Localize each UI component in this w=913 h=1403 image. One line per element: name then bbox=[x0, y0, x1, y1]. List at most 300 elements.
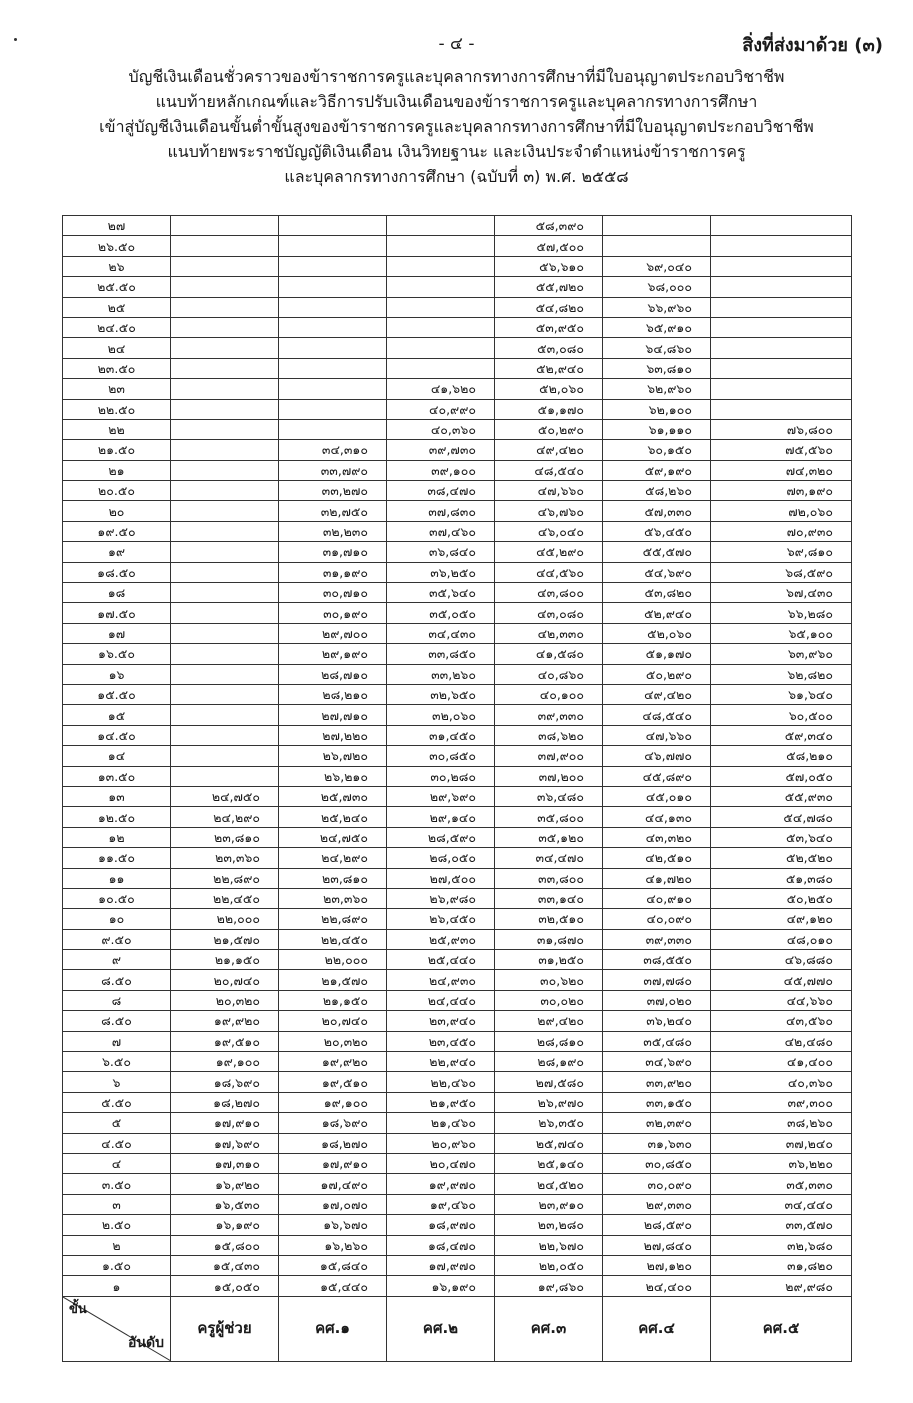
table-row bbox=[63, 1113, 852, 1133]
salary-cell bbox=[171, 684, 279, 704]
step-cell: ๘.๕๐ bbox=[63, 970, 171, 990]
salary-cell: ๓๖,๒๒๐ bbox=[711, 1153, 852, 1173]
salary-cell: ๒๓,๔๕๐ bbox=[387, 1031, 495, 1051]
salary-cell bbox=[171, 603, 279, 623]
table-row bbox=[63, 766, 852, 786]
salary-cell: ๓๐,๖๒๐ bbox=[495, 970, 603, 990]
salary-cell: ๔๒,๓๓๐ bbox=[495, 623, 603, 643]
salary-cell: ๒๕,๔๔๐ bbox=[387, 950, 495, 970]
salary-cell: ๓๒,๖๕๐ bbox=[387, 684, 495, 704]
table-row bbox=[63, 725, 852, 745]
table-row bbox=[63, 664, 852, 684]
table-row bbox=[63, 419, 852, 439]
salary-cell bbox=[711, 317, 852, 337]
step-cell: ๒๖ bbox=[63, 256, 171, 276]
salary-cell: ๔๘,๕๔๐ bbox=[603, 705, 711, 725]
table-row bbox=[63, 848, 852, 868]
step-cell: ๑๓ bbox=[63, 786, 171, 806]
salary-cell: ๓๔,๖๙๐ bbox=[603, 1052, 711, 1072]
step-cell: ๔ bbox=[63, 1153, 171, 1173]
step-cell: ๒๔ bbox=[63, 338, 171, 358]
salary-cell: ๗๓,๑๙๐ bbox=[711, 481, 852, 501]
salary-cell: ๔๙,๑๒๐ bbox=[711, 909, 852, 929]
step-cell: ๖.๕๐ bbox=[63, 1052, 171, 1072]
salary-cell bbox=[171, 419, 279, 439]
step-cell: ๒๖.๕๐ bbox=[63, 236, 171, 256]
table-row bbox=[63, 297, 852, 317]
salary-cell: ๒๘,๗๑๐ bbox=[279, 664, 387, 684]
salary-cell: ๒๗,๒๒๐ bbox=[279, 725, 387, 745]
salary-cell: ๓๑,๑๙๐ bbox=[279, 562, 387, 582]
salary-cell: ๓๔,๔๓๐ bbox=[387, 623, 495, 643]
salary-cell: ๑๕,๐๕๐ bbox=[171, 1276, 279, 1296]
salary-cell: ๑๕,๔๓๐ bbox=[171, 1255, 279, 1275]
column-header: คศ.๔ bbox=[603, 1296, 711, 1361]
step-cell: ๑๑ bbox=[63, 868, 171, 888]
salary-cell: ๒๙,๑๔๐ bbox=[387, 807, 495, 827]
step-cell: ๑.๕๐ bbox=[63, 1255, 171, 1275]
salary-cell bbox=[279, 399, 387, 419]
salary-cell: ๑๙,๑๐๐ bbox=[171, 1052, 279, 1072]
table-row bbox=[63, 1031, 852, 1051]
salary-cell bbox=[171, 521, 279, 541]
table-row bbox=[63, 623, 852, 643]
salary-cell: ๑๗,๙๑๐ bbox=[279, 1153, 387, 1173]
salary-cell: ๑๙,๔๖๐ bbox=[387, 1194, 495, 1214]
table-row bbox=[63, 521, 852, 541]
salary-cell: ๓๖,๘๔๐ bbox=[387, 542, 495, 562]
salary-cell: ๒๐,๗๔๐ bbox=[279, 1011, 387, 1031]
salary-cell: ๑๙,๑๐๐ bbox=[279, 1092, 387, 1112]
salary-cell: ๑๕,๘๔๐ bbox=[279, 1255, 387, 1275]
salary-cell: ๓๓,๑๕๐ bbox=[603, 1092, 711, 1112]
salary-cell bbox=[387, 338, 495, 358]
salary-cell: ๓๘,๒๖๐ bbox=[711, 1113, 852, 1133]
step-cell: ๑๗ bbox=[63, 623, 171, 643]
salary-cell bbox=[387, 277, 495, 297]
salary-cell: ๒๐,๗๔๐ bbox=[171, 970, 279, 990]
salary-cell bbox=[279, 216, 387, 236]
salary-cell: ๒๑,๑๕๐ bbox=[279, 990, 387, 1010]
salary-cell: ๑๘,๙๗๐ bbox=[387, 1215, 495, 1235]
salary-cell: ๒๔,๙๓๐ bbox=[387, 970, 495, 990]
table-row bbox=[63, 970, 852, 990]
salary-cell: ๔๖,๘๘๐ bbox=[711, 950, 852, 970]
table-row bbox=[63, 562, 852, 582]
table-row bbox=[63, 950, 852, 970]
table-row bbox=[63, 807, 852, 827]
salary-cell bbox=[171, 338, 279, 358]
table-row bbox=[63, 603, 852, 623]
salary-cell bbox=[603, 236, 711, 256]
salary-cell: ๑๖,๑๙๐ bbox=[171, 1215, 279, 1235]
salary-cell: ๓๒,๖๘๐ bbox=[711, 1235, 852, 1255]
salary-cell: ๓๒,๒๓๐ bbox=[279, 521, 387, 541]
salary-cell: ๔๔,๑๓๐ bbox=[603, 807, 711, 827]
salary-cell bbox=[171, 256, 279, 276]
salary-cell: ๑๕,๘๐๐ bbox=[171, 1235, 279, 1255]
step-cell: ๑๕.๕๐ bbox=[63, 684, 171, 704]
salary-cell: ๔๘,๕๔๐ bbox=[495, 460, 603, 480]
salary-cell: ๑๘,๖๙๐ bbox=[279, 1113, 387, 1133]
salary-cell: ๒๙,๑๙๐ bbox=[279, 644, 387, 664]
salary-cell: ๒๘,๕๙๐ bbox=[603, 1215, 711, 1235]
salary-cell: ๔๐,๙๙๐ bbox=[387, 399, 495, 419]
table-header-row bbox=[63, 1296, 852, 1361]
salary-cell: ๒๘,๕๙๐ bbox=[387, 827, 495, 847]
step-cell: ๑๙.๕๐ bbox=[63, 521, 171, 541]
salary-cell: ๗๕,๕๖๐ bbox=[711, 440, 852, 460]
step-cell: ๒๒.๕๐ bbox=[63, 399, 171, 419]
salary-cell: ๖๑,๑๑๐ bbox=[603, 419, 711, 439]
step-cell: ๗ bbox=[63, 1031, 171, 1051]
salary-cell: ๒๐,๙๖๐ bbox=[387, 1133, 495, 1153]
salary-cell bbox=[171, 399, 279, 419]
salary-cell: ๒๗,๗๑๐ bbox=[279, 705, 387, 725]
salary-cell: ๓๐,๑๙๐ bbox=[279, 603, 387, 623]
salary-cell: ๓๖,๒๔๐ bbox=[603, 1011, 711, 1031]
column-header: คศ.๓ bbox=[495, 1296, 603, 1361]
table-row bbox=[63, 542, 852, 562]
salary-cell: ๕๗,๕๐๐ bbox=[495, 236, 603, 256]
salary-cell: ๓๐,๘๕๐ bbox=[387, 746, 495, 766]
step-cell: ๔.๕๐ bbox=[63, 1133, 171, 1153]
salary-cell: ๕๑,๑๗๐ bbox=[495, 399, 603, 419]
table-row bbox=[63, 440, 852, 460]
salary-cell: ๕๒,๙๔๐ bbox=[603, 603, 711, 623]
salary-cell: ๓๒,๐๖๐ bbox=[387, 705, 495, 725]
salary-cell: ๒๘,๑๙๐ bbox=[495, 1052, 603, 1072]
salary-cell: ๔๖,๗๖๐ bbox=[495, 501, 603, 521]
salary-cell: ๖๒,๑๐๐ bbox=[603, 399, 711, 419]
salary-cell: ๒๔,๕๒๐ bbox=[495, 1174, 603, 1194]
salary-cell: ๓๕,๐๕๐ bbox=[387, 603, 495, 623]
step-cell: ๑๗.๕๐ bbox=[63, 603, 171, 623]
salary-cell: ๕๖,๖๑๐ bbox=[495, 256, 603, 276]
salary-cell: ๑๗,๓๑๐ bbox=[171, 1153, 279, 1173]
table-row bbox=[63, 338, 852, 358]
step-cell: ๙.๕๐ bbox=[63, 929, 171, 949]
title-line: บัญชีเงินเดือนชั่วคราวของข้าราชการครูและบุคลากรทางการศึกษาที่มีใบอนุญาตประกอบวิชาชีพ bbox=[128, 67, 785, 86]
salary-cell: ๒๔,๗๕๐ bbox=[279, 827, 387, 847]
salary-cell: ๑๘,๒๗๐ bbox=[279, 1133, 387, 1153]
salary-cell: ๕๑,๓๘๐ bbox=[711, 868, 852, 888]
salary-cell: ๒๕,๙๓๐ bbox=[387, 929, 495, 949]
table-row bbox=[63, 1255, 852, 1275]
salary-cell bbox=[279, 419, 387, 439]
salary-cell: ๒๓,๒๘๐ bbox=[495, 1215, 603, 1235]
salary-cell: ๒๕,๒๔๐ bbox=[279, 807, 387, 827]
salary-cell: ๔๙,๔๒๐ bbox=[603, 684, 711, 704]
salary-cell: ๓๙,๗๓๐ bbox=[387, 440, 495, 460]
salary-cell: ๒๖,๗๒๐ bbox=[279, 746, 387, 766]
salary-cell: ๕๘,๒๖๐ bbox=[603, 481, 711, 501]
salary-cell: ๒๕,๗๔๐ bbox=[495, 1133, 603, 1153]
step-cell: ๑๙ bbox=[63, 542, 171, 562]
salary-cell: ๕๓,๙๕๐ bbox=[495, 317, 603, 337]
step-cell: ๒๐ bbox=[63, 501, 171, 521]
salary-cell bbox=[279, 256, 387, 276]
table-row bbox=[63, 888, 852, 908]
table-row bbox=[63, 705, 852, 725]
salary-cell: ๕๕,๙๓๐ bbox=[711, 786, 852, 806]
salary-cell: ๓๕,๖๔๐ bbox=[387, 583, 495, 603]
salary-cell: ๔๕,๗๗๐ bbox=[711, 970, 852, 990]
step-cell: ๑๓.๕๐ bbox=[63, 766, 171, 786]
step-cell: ๘ bbox=[63, 990, 171, 1010]
salary-cell: ๖๗,๔๓๐ bbox=[711, 583, 852, 603]
salary-cell: ๕๐,๒๙๐ bbox=[603, 664, 711, 684]
salary-cell: ๔๐,๓๖๐ bbox=[711, 1072, 852, 1092]
salary-cell: ๓๙,๓๓๐ bbox=[603, 929, 711, 949]
step-cell: ๑๒.๕๐ bbox=[63, 807, 171, 827]
table-row bbox=[63, 786, 852, 806]
salary-cell bbox=[279, 379, 387, 399]
salary-cell: ๔๒,๕๑๐ bbox=[603, 848, 711, 868]
salary-cell: ๕๓,๘๒๐ bbox=[603, 583, 711, 603]
step-cell: ๕.๕๐ bbox=[63, 1092, 171, 1112]
salary-cell: ๑๗,๐๗๐ bbox=[279, 1194, 387, 1214]
salary-cell: ๑๗,๖๙๐ bbox=[171, 1133, 279, 1153]
step-cell: ๖ bbox=[63, 1072, 171, 1092]
salary-cell bbox=[711, 216, 852, 236]
salary-cell: ๑๙,๕๑๐ bbox=[279, 1072, 387, 1092]
salary-cell: ๓๓,๙๒๐ bbox=[603, 1072, 711, 1092]
salary-cell: ๗๔,๓๒๐ bbox=[711, 460, 852, 480]
salary-cell: ๔๑,๗๒๐ bbox=[603, 868, 711, 888]
table-row bbox=[63, 644, 852, 664]
salary-cell: ๓๔,๔๔๐ bbox=[711, 1194, 852, 1214]
salary-cell: ๕๒,๙๔๐ bbox=[495, 358, 603, 378]
salary-cell: ๔๕,๘๙๐ bbox=[603, 766, 711, 786]
salary-cell: ๔๐,๙๑๐ bbox=[603, 888, 711, 908]
salary-cell: ๓๗,๗๘๐ bbox=[603, 970, 711, 990]
step-cell: ๒๒ bbox=[63, 419, 171, 439]
salary-cell: ๒๑,๙๕๐ bbox=[387, 1092, 495, 1112]
salary-cell: ๔๐,๘๖๐ bbox=[495, 664, 603, 684]
salary-cell bbox=[711, 256, 852, 276]
salary-cell: ๑๙,๕๑๐ bbox=[171, 1031, 279, 1051]
table-row bbox=[63, 1072, 852, 1092]
salary-cell: ๔๑,๕๘๐ bbox=[495, 644, 603, 664]
salary-cell: ๓๓,๒๗๐ bbox=[279, 481, 387, 501]
salary-cell: ๒๐,๓๒๐ bbox=[279, 1031, 387, 1051]
salary-cell: ๒๐,๔๗๐ bbox=[387, 1153, 495, 1173]
step-label: ขั้น bbox=[69, 1301, 87, 1317]
salary-cell: ๓๙,๓๐๐ bbox=[711, 1092, 852, 1112]
table-row bbox=[63, 501, 852, 521]
salary-cell: ๒๒,๔๖๐ bbox=[387, 1072, 495, 1092]
salary-cell: ๓๗,๘๓๐ bbox=[387, 501, 495, 521]
step-cell: ๑๑.๕๐ bbox=[63, 848, 171, 868]
salary-cell bbox=[279, 338, 387, 358]
salary-cell bbox=[171, 460, 279, 480]
salary-cell bbox=[387, 297, 495, 317]
salary-cell: ๒๖,๓๕๐ bbox=[495, 1113, 603, 1133]
salary-cell: ๒๔,๒๙๐ bbox=[279, 848, 387, 868]
salary-cell: ๓๑,๒๕๐ bbox=[495, 950, 603, 970]
column-header: ครูผู้ช่วย bbox=[171, 1296, 279, 1361]
salary-cell bbox=[279, 358, 387, 378]
salary-cell: ๕๗,๓๓๐ bbox=[603, 501, 711, 521]
table-row bbox=[63, 1133, 852, 1153]
salary-cell: ๒๗,๕๘๐ bbox=[495, 1072, 603, 1092]
salary-cell: ๒๒,๖๗๐ bbox=[495, 1235, 603, 1255]
table-row bbox=[63, 583, 852, 603]
salary-cell: ๔๐,๐๙๐ bbox=[603, 909, 711, 929]
salary-cell: ๓๘,๔๗๐ bbox=[387, 481, 495, 501]
salary-cell: ๒๗,๕๐๐ bbox=[387, 868, 495, 888]
salary-cell: ๒๘,๒๑๐ bbox=[279, 684, 387, 704]
salary-cell: ๓๕,๓๓๐ bbox=[711, 1174, 852, 1194]
salary-cell: ๕๙,๑๙๐ bbox=[603, 460, 711, 480]
salary-cell: ๕๔,๘๒๐ bbox=[495, 297, 603, 317]
salary-cell: ๓๓,๒๖๐ bbox=[387, 664, 495, 684]
salary-cell: ๔๕,๒๙๐ bbox=[495, 542, 603, 562]
salary-cell bbox=[171, 725, 279, 745]
salary-cell: ๒๘,๘๑๐ bbox=[495, 1031, 603, 1051]
salary-cell bbox=[171, 583, 279, 603]
salary-cell: ๕๕,๗๒๐ bbox=[495, 277, 603, 297]
salary-cell: ๒๓,๘๑๐ bbox=[171, 827, 279, 847]
salary-cell: ๒๗,๘๔๐ bbox=[603, 1235, 711, 1255]
salary-cell: ๑๘,๒๗๐ bbox=[171, 1092, 279, 1112]
salary-cell: ๒๙,๗๐๐ bbox=[279, 623, 387, 643]
salary-cell: ๓๐,๒๘๐ bbox=[387, 766, 495, 786]
salary-cell bbox=[171, 297, 279, 317]
salary-cell: ๒๙,๓๓๐ bbox=[603, 1194, 711, 1214]
step-cell: ๑๐ bbox=[63, 909, 171, 929]
salary-cell: ๓๓,๘๕๐ bbox=[387, 644, 495, 664]
table-row bbox=[63, 481, 852, 501]
salary-cell bbox=[171, 664, 279, 684]
table-row bbox=[63, 358, 852, 378]
salary-cell: ๗๖,๘๐๐ bbox=[711, 419, 852, 439]
salary-cell: ๒๙,๔๒๐ bbox=[495, 1011, 603, 1031]
salary-cell bbox=[279, 297, 387, 317]
salary-cell: ๖๑,๖๔๐ bbox=[711, 684, 852, 704]
salary-cell: ๒๓,๓๖๐ bbox=[171, 848, 279, 868]
salary-cell: ๕๐,๒๕๐ bbox=[711, 888, 852, 908]
salary-cell: ๓๒,๓๙๐ bbox=[603, 1113, 711, 1133]
salary-cell: ๓๕,๘๐๐ bbox=[495, 807, 603, 827]
salary-cell: ๒๖,๙๗๐ bbox=[495, 1092, 603, 1112]
table-row bbox=[63, 277, 852, 297]
step-cell: ๙ bbox=[63, 950, 171, 970]
salary-cell bbox=[171, 277, 279, 297]
table-row bbox=[63, 1092, 852, 1112]
salary-cell bbox=[279, 236, 387, 256]
table-row bbox=[63, 399, 852, 419]
salary-cell: ๔๓,๕๖๐ bbox=[711, 1011, 852, 1031]
salary-cell: ๒๒,๔๕๐ bbox=[279, 929, 387, 949]
salary-cell: ๕๘,๒๑๐ bbox=[711, 746, 852, 766]
salary-cell: ๕๔,๖๙๐ bbox=[603, 562, 711, 582]
salary-cell: ๕๒,๐๖๐ bbox=[495, 379, 603, 399]
salary-cell: ๒๖,๔๕๐ bbox=[387, 909, 495, 929]
table-row bbox=[63, 1215, 852, 1235]
salary-cell bbox=[171, 542, 279, 562]
salary-cell: ๑๙,๙๒๐ bbox=[171, 1011, 279, 1031]
table-row bbox=[63, 1194, 852, 1214]
salary-cell: ๒๐,๓๒๐ bbox=[171, 990, 279, 1010]
step-cell: ๒๓ bbox=[63, 379, 171, 399]
salary-cell bbox=[387, 236, 495, 256]
step-cell: ๑๘ bbox=[63, 583, 171, 603]
step-cell: ๒๔.๕๐ bbox=[63, 317, 171, 337]
table-row bbox=[63, 868, 852, 888]
salary-cell: ๔๔,๕๖๐ bbox=[495, 562, 603, 582]
salary-cell: ๓๗,๔๖๐ bbox=[387, 521, 495, 541]
step-cell: ๒๕ bbox=[63, 297, 171, 317]
salary-cell bbox=[279, 317, 387, 337]
salary-cell bbox=[171, 644, 279, 664]
step-cell: ๕ bbox=[63, 1113, 171, 1133]
table-row bbox=[63, 909, 852, 929]
step-cell: ๒ bbox=[63, 1235, 171, 1255]
step-cell: ๑ bbox=[63, 1276, 171, 1296]
salary-cell: ๔๗,๖๖๐ bbox=[603, 725, 711, 745]
salary-cell: ๓๐,๗๑๐ bbox=[279, 583, 387, 603]
table-row bbox=[63, 1235, 852, 1255]
salary-cell: ๓๒,๕๑๐ bbox=[495, 909, 603, 929]
step-cell: ๑๘.๕๐ bbox=[63, 562, 171, 582]
header-corner-cell bbox=[63, 1296, 171, 1361]
salary-cell: ๓๗,๐๒๐ bbox=[603, 990, 711, 1010]
salary-cell: ๒๔,๒๙๐ bbox=[171, 807, 279, 827]
salary-cell: ๔๗,๖๖๐ bbox=[495, 481, 603, 501]
salary-cell: ๒๒,๔๕๐ bbox=[171, 888, 279, 908]
salary-cell: ๓๓,๗๙๐ bbox=[279, 460, 387, 480]
table-row bbox=[63, 684, 852, 704]
salary-cell: ๕๓,๐๘๐ bbox=[495, 338, 603, 358]
salary-cell: ๔๖,๗๗๐ bbox=[603, 746, 711, 766]
salary-cell: ๓๔,๓๑๐ bbox=[279, 440, 387, 460]
salary-cell: ๔๙,๔๒๐ bbox=[495, 440, 603, 460]
table-row bbox=[63, 1153, 852, 1173]
salary-cell: ๓๑,๘๗๐ bbox=[495, 929, 603, 949]
salary-cell: ๔๒,๔๘๐ bbox=[711, 1031, 852, 1051]
salary-cell bbox=[711, 277, 852, 297]
step-cell: ๒๑.๕๐ bbox=[63, 440, 171, 460]
salary-cell: ๖๕,๑๐๐ bbox=[711, 623, 852, 643]
salary-cell bbox=[711, 399, 852, 419]
salary-cell: ๖๕,๙๑๐ bbox=[603, 317, 711, 337]
salary-cell: ๕๖,๔๕๐ bbox=[603, 521, 711, 541]
table-row bbox=[63, 256, 852, 276]
salary-cell: ๒๑,๕๗๐ bbox=[279, 970, 387, 990]
salary-cell bbox=[711, 236, 852, 256]
salary-cell bbox=[171, 501, 279, 521]
step-cell: ๑๒ bbox=[63, 827, 171, 847]
salary-cell: ๒๒,๐๕๐ bbox=[495, 1255, 603, 1275]
title-line: และบุคลากรทางการศึกษา (ฉบับที่ ๓) พ.ศ. ๒๕๕๘ bbox=[284, 167, 629, 186]
salary-cell bbox=[171, 623, 279, 643]
salary-cell: ๒๒,๘๙๐ bbox=[279, 909, 387, 929]
salary-cell: ๖๙,๘๑๐ bbox=[711, 542, 852, 562]
step-cell: ๒๑ bbox=[63, 460, 171, 480]
salary-cell: ๑๘,๖๙๐ bbox=[171, 1072, 279, 1092]
salary-cell: ๔๔,๖๖๐ bbox=[711, 990, 852, 1010]
salary-cell: ๖๒,๙๖๐ bbox=[603, 379, 711, 399]
salary-cell: ๕๙,๓๔๐ bbox=[711, 725, 852, 745]
table-row bbox=[63, 1011, 852, 1031]
step-cell: ๒๓.๕๐ bbox=[63, 358, 171, 378]
salary-cell bbox=[171, 481, 279, 501]
salary-cell: ๖๘,๕๙๐ bbox=[711, 562, 852, 582]
salary-cell: ๒๑,๑๕๐ bbox=[171, 950, 279, 970]
salary-cell: ๑๙,๙๗๐ bbox=[387, 1174, 495, 1194]
